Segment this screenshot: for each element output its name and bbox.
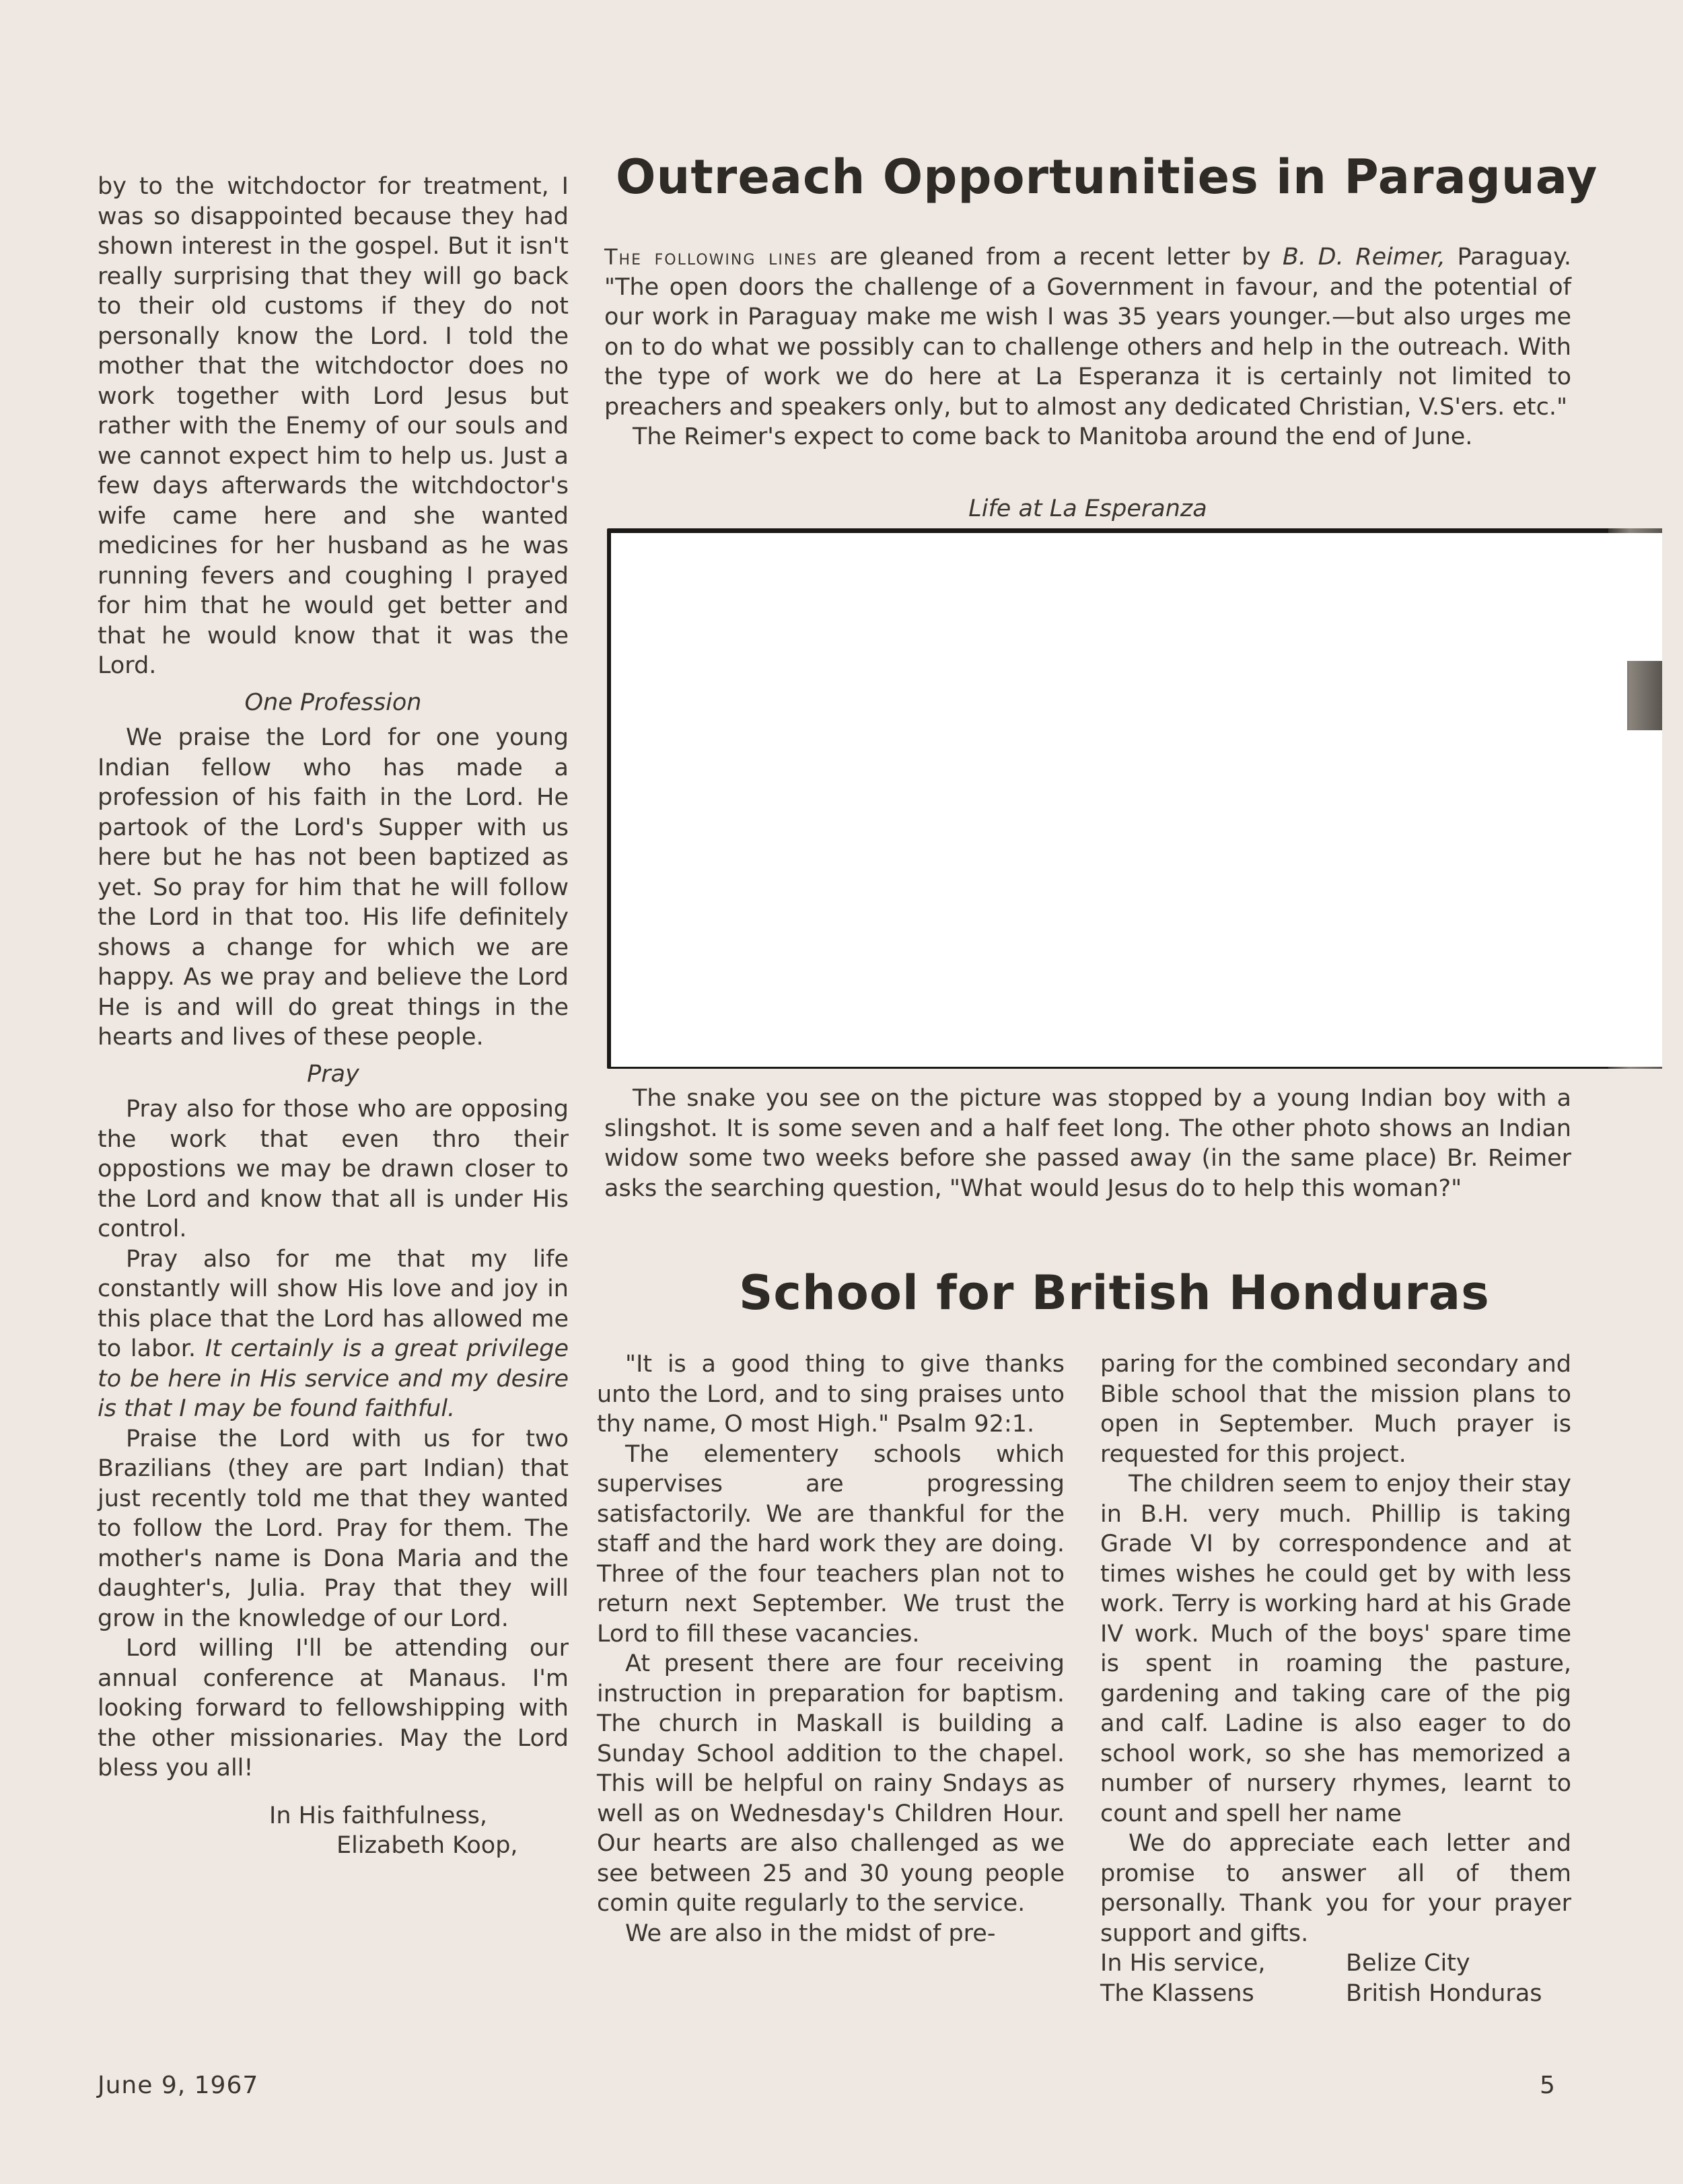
closing-right-2: British Honduras: [1346, 1979, 1542, 2007]
left-paragraph-2: We praise the Lord for one young Indian fellow who has made a profession of his faith in the Lord. He partook of the Lord's Supper with us here but he has not been baptized as yet. So pray for him that he will follow the Lord in that too. His life definitely shows a change for which we are happy. As we pray and believe the Lord He is and will do great things in the hearts and lives of these people.: [98, 724, 569, 1051]
left-paragraph-1: by to the witchdoctor for treatment, I was so disappointed because they had shown interest in the gospel. But it isn't really surprising that they will go back to their old customs if they do not personally know the Lord. I told the mother that the witchdoctor does no work together with Lord Jesus but rather with the Enemy of our souls and we cannot expect him to help us. Just a few days afterwards the witchdoctor's wife came here and she wanted medicines for her husband as he was running fevers and coughing I prayed for him that he would get better and that he would know that it was the Lord.: [98, 173, 569, 679]
left-paragraph-5: Praise the Lord with us for two Brazilians (they are part Indian) that just recently told me that they wanted to follow the Lord. Pray for them. The mother's name is Dona Maria and the daughter's, Julia. Pray that they will grow in the knowledge of our Lord.: [98, 1425, 569, 1632]
closing-right-1: Belize City: [1346, 1950, 1470, 1977]
signoff-line-2: Elizabeth Koop,: [336, 1832, 518, 1859]
right-paragraph-2: The children seem to enjoy their stay in B.H. very much. Phillip is taking Grade VI by correspondence and at times wishes he could get by with less work. Terry is working hard at his Grade IV work. Much of the boys' spare time is spent in roaming the pasture, gardening and taking care of the pig and calf. Ladine is also eager to do school work, so she has memorized a number of nursery rhymes, learnt to count and spell her name: [1100, 1471, 1571, 1827]
photo-redaction-edge-upper: [1627, 533, 1662, 661]
middle-column: [597, 1349, 1065, 1948]
mid-paragraph-3: At present there are four receiving instruction in preparation for baptism. The church in Maskall is building a Sunday School addition to the chapel. This will be helpful on rainy Sndays as well as on Wednesday's Children Hour. Our hearts are also challenged as we see between 25 and 30 young people comin quite regularly to the service.: [597, 1650, 1065, 1917]
photo-caption: Life at La Esperanza: [968, 495, 1207, 522]
photo-description-text: The snake you see on the picture was stopped by a young Indian boy with a slingshot. It is some seven and a half feet long. The other photo shows an Indian widow some two weeks before she passed away (in the same place) Br. Reimer asks the searching question, "What would Jesus do to help this woman?": [604, 1085, 1571, 1202]
photo-redaction-edge-lower: [1627, 730, 1662, 1067]
article-title-paraguay: Outreach Opportunities in Paraguay: [616, 149, 1598, 205]
left-paragraph-4-plain: Pray also for me that my life constantly will show His love and joy in this place that the Lord has allowed me to labor.: [98, 1245, 569, 1362]
signoff: [98, 1801, 569, 1861]
right-paragraph-1: paring for the combined secondary and Bible school that the mission plans to open in September. Much prayer is requested for this project.: [1100, 1351, 1571, 1468]
signoff-line-1: In His faithfulness,: [269, 1802, 487, 1829]
left-paragraph-4-italic: It certainly is a great privilege to be here in His service and my desire is that I may be found faithful.: [98, 1335, 569, 1422]
intro-text-b: Paraguay. "The open doors the challenge of a Government in favour, and the potential of our work in Paraguay make me wish I was 35 years younger.—but also urges me on to do what we possibly can to challenge others and help in the outreach. With the type of work we do here at La Esperanza it is certainly not limited to preachers and speakers only, but to almost any dedicated Christian, V.S'ers. etc.": [604, 244, 1571, 421]
subhead-pray: Pray: [307, 1060, 359, 1088]
right-paragraph-3: We do appreciate each letter and promise to answer all of them personally. Thank you for your prayer support and gifts.: [1100, 1830, 1571, 1947]
photo-redaction: [611, 533, 1627, 1067]
intro-paragraph-2: The Reimer's expect to come back to Manitoba around the end of June.: [633, 423, 1473, 450]
footer-date: June 9, 1967: [98, 2072, 259, 2099]
left-paragraph-4: [98, 1244, 569, 1424]
mid-paragraph-2: The elementery schools which supervises are progressing satisfactorily. We are thankful for the staff and the hard work they are doing. Three of the four teachers plan not to return next September. We trust the Lord to fill these vacancies.: [597, 1440, 1065, 1648]
closing-line-2: [1100, 1979, 1571, 2009]
right-column: [1100, 1349, 1571, 2008]
mid-paragraph-4: We are also in the midst of pre-: [625, 1919, 996, 1947]
left-column: [98, 172, 569, 1861]
subhead-one-profession: One Profession: [244, 689, 422, 716]
mid-paragraph-1: "It is a good thing to give thanks unto the Lord, and to sing praises unto thy name, O most High." Psalm 92:1.: [597, 1351, 1065, 1438]
closing-line-1: [1100, 1948, 1571, 1979]
page-number: 5: [1540, 2072, 1555, 2099]
closing-left-2: The Klassens: [1100, 1979, 1254, 2007]
intro-author: B. D. Reimer,: [1282, 244, 1445, 271]
intro-paragraph-1: [604, 242, 1571, 422]
photo-description: [604, 1084, 1571, 1203]
article-intro: [604, 242, 1571, 452]
article-title-british-honduras: School for British Honduras: [739, 1265, 1490, 1320]
lead-caps: The following lines: [604, 244, 818, 270]
intro-text-a: are gleaned from a recent letter by: [829, 244, 1271, 271]
closing-left-1: In His service,: [1100, 1950, 1266, 1977]
left-paragraph-6: Lord willing I'll be attending our annual conference at Manaus. I'm looking forward to fellowshipping with the other missionaries. May the Lord bless you all!: [98, 1635, 569, 1782]
left-paragraph-3: Pray also for those who are opposing the work that even thro their oppostions we may be drawn closer to the Lord and know that all is under His control.: [98, 1096, 569, 1242]
